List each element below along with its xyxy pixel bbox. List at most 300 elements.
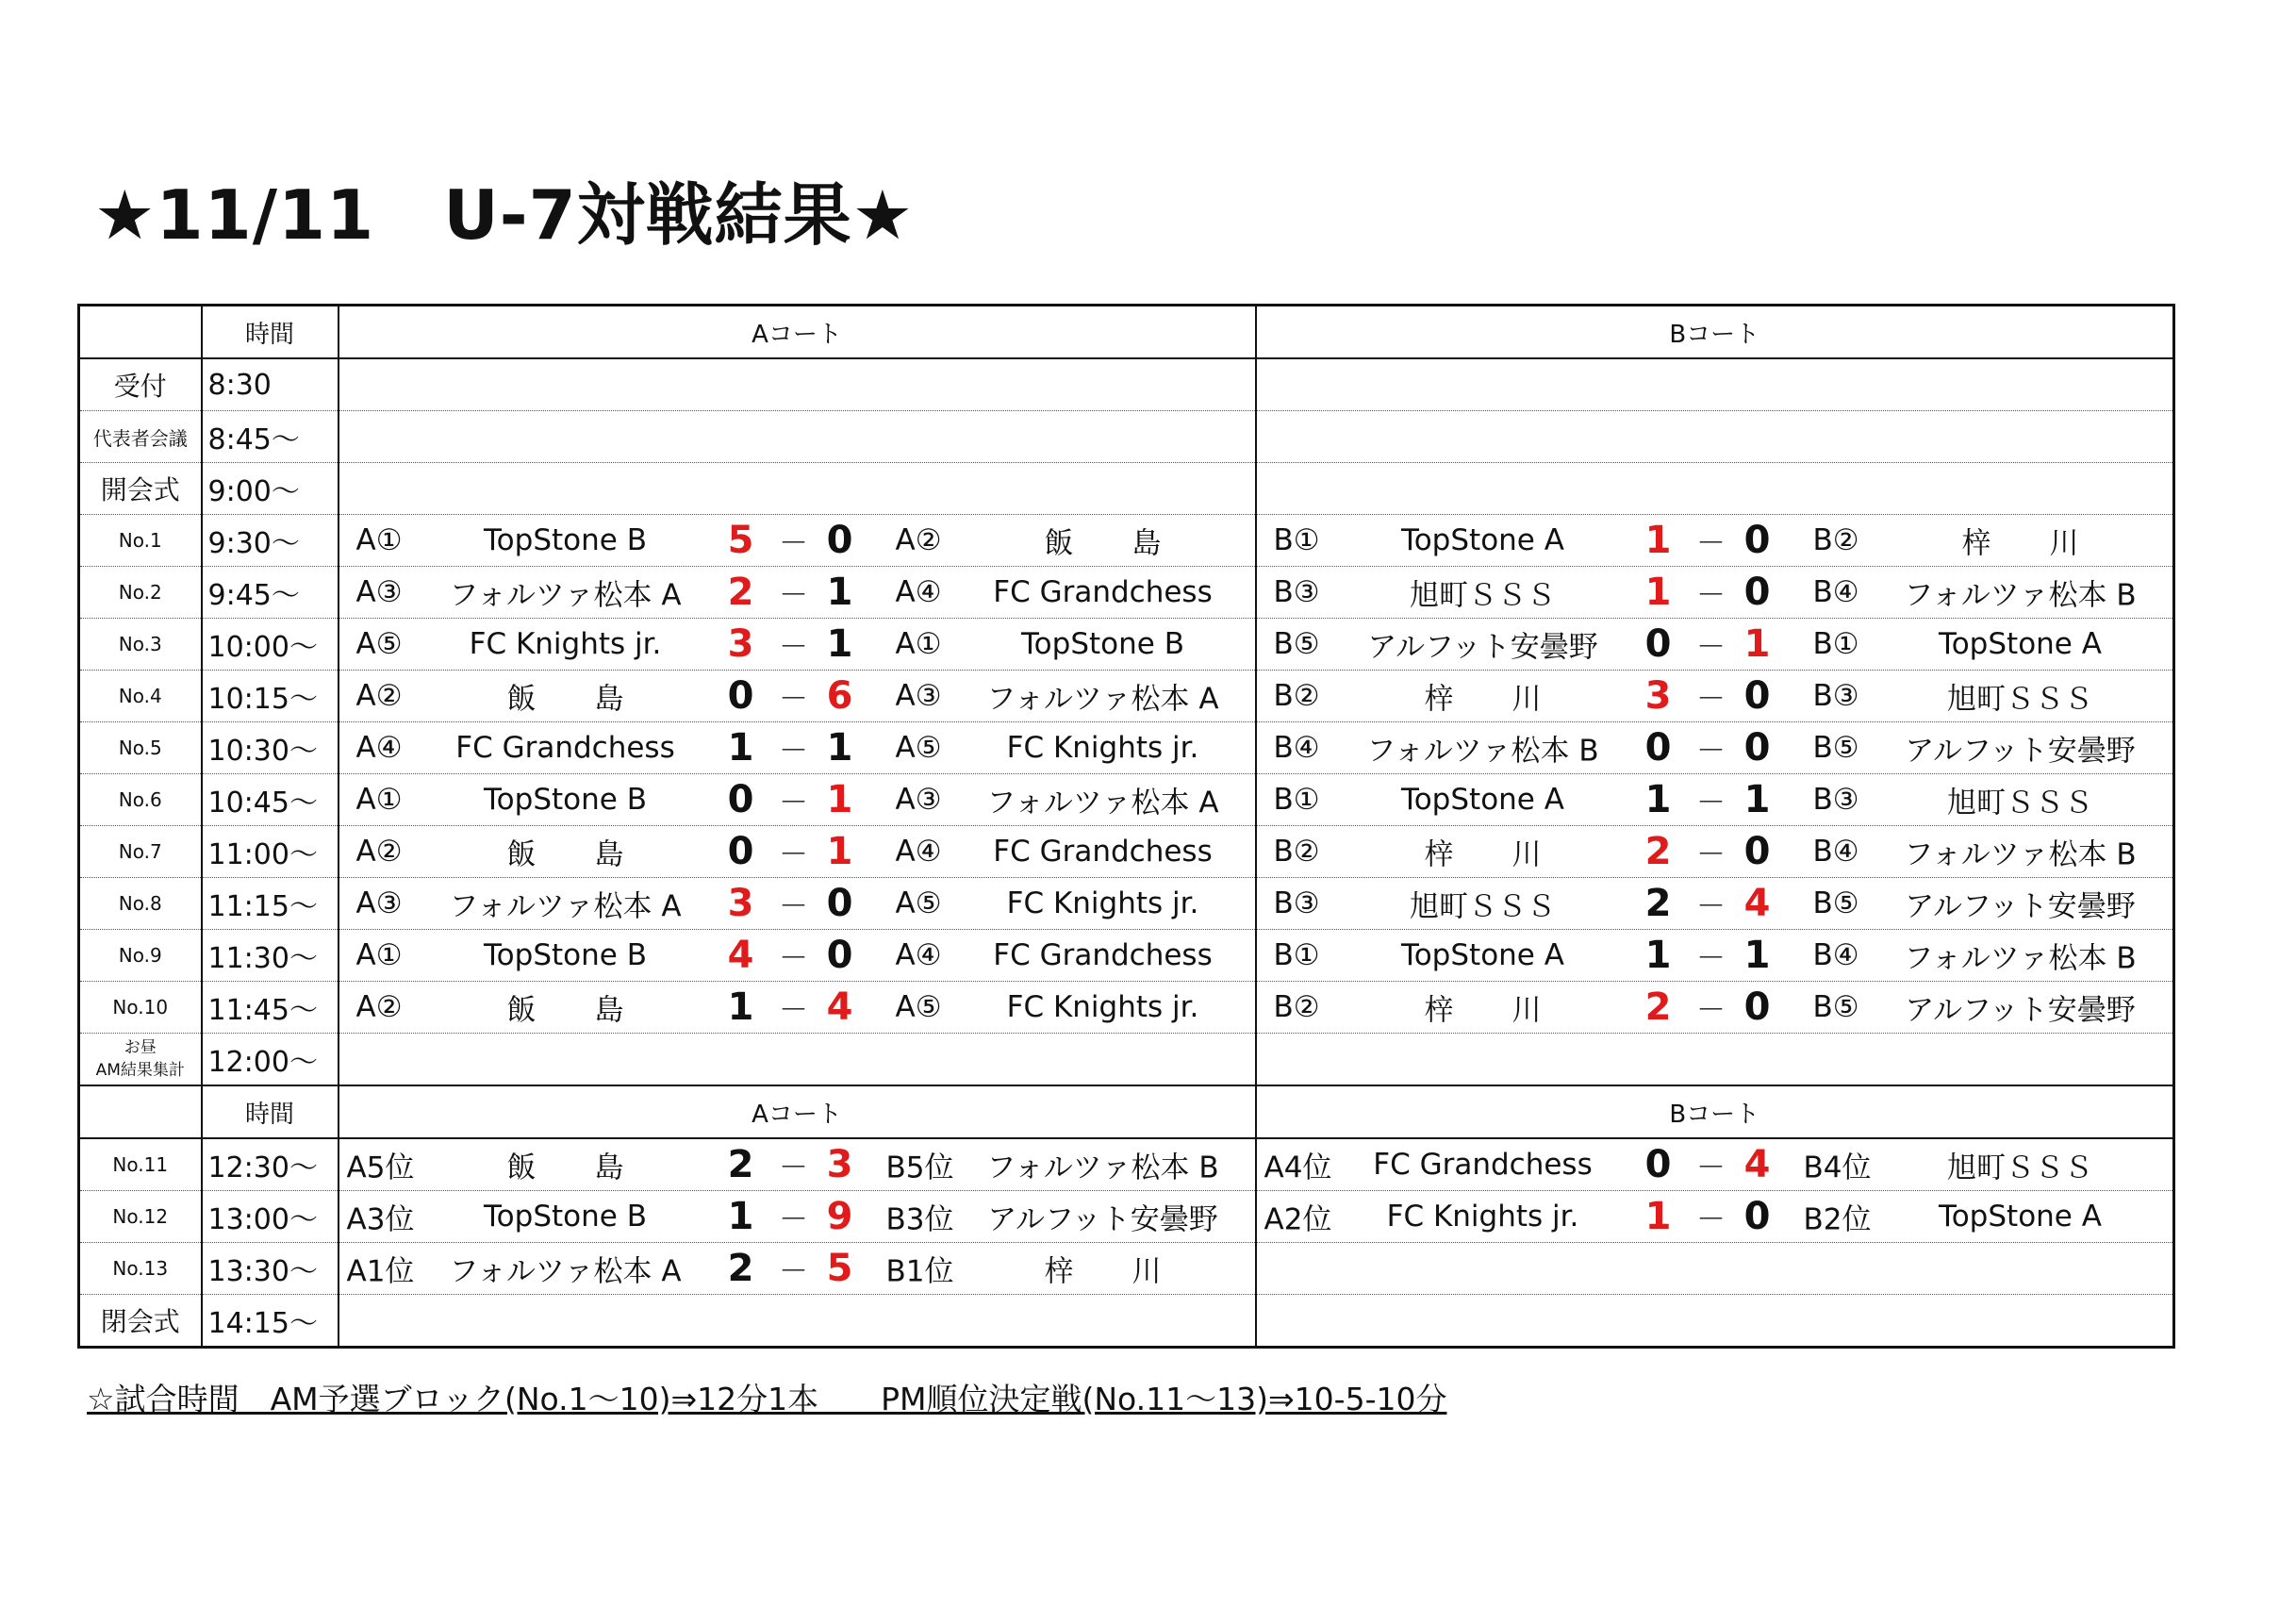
header-row — [79, 306, 2174, 359]
match-time: 10:45～ — [202, 774, 339, 826]
court-a-cell — [339, 878, 1256, 930]
court-b-cell — [1256, 1191, 2174, 1243]
slot-2-label: B1位 — [885, 1254, 954, 1289]
court-b-match — [1257, 930, 2173, 981]
slot-2-label: B④ — [1812, 575, 1859, 609]
team-2-score: 1 — [826, 778, 853, 821]
team-2-name: フォルツァ松本 B — [1904, 578, 2137, 613]
score-dash: － — [779, 941, 808, 976]
team-2-name: FC Knights jr. — [1006, 990, 1199, 1024]
match-row — [79, 1138, 2174, 1191]
team-1-name: TopStone B — [484, 523, 647, 557]
header-time: 時間 — [202, 306, 339, 359]
team-1-score: 0 — [727, 830, 754, 873]
score-dash: － — [1696, 734, 1726, 769]
court-a-match — [339, 1243, 1255, 1294]
match-number: No.7 — [79, 826, 202, 878]
team-2-score: 0 — [1743, 726, 1771, 770]
team-1-name: 飯 島 — [506, 1151, 624, 1185]
slot-1-label: A② — [355, 835, 403, 869]
team-2-score: 0 — [826, 934, 853, 977]
slot-1-label: B③ — [1273, 886, 1320, 920]
match-time: 11:00～ — [202, 826, 339, 878]
court-a-cell — [339, 1295, 1256, 1348]
team-2-score: 3 — [826, 1143, 853, 1186]
team-2-score: 0 — [1743, 985, 1771, 1029]
court-b-cell — [1256, 930, 2174, 982]
header-court-b: Bコート — [1256, 306, 2174, 359]
match-number: No.13 — [79, 1243, 202, 1295]
match-number: No.3 — [79, 619, 202, 671]
team-2-score: 0 — [1743, 519, 1771, 562]
slot-1-label: B① — [1273, 523, 1320, 557]
team-1-score: 0 — [1644, 1143, 1672, 1186]
slot-1-label: A① — [355, 783, 403, 817]
row-label: 受付 — [79, 358, 202, 411]
match-number: No.6 — [79, 774, 202, 826]
slot-2-label: A③ — [895, 783, 942, 817]
court-b-cell — [1256, 1138, 2174, 1191]
team-1-score: 1 — [1644, 519, 1672, 562]
score-dash: － — [779, 889, 808, 924]
team-1-name: TopStone A — [1401, 938, 1564, 972]
lunch-row — [79, 1034, 2174, 1086]
match-time: 13:30～ — [202, 1243, 339, 1295]
score-dash: － — [1696, 526, 1726, 561]
team-1-score: 1 — [1644, 571, 1672, 614]
score-dash: － — [1696, 1151, 1726, 1185]
team-2-name: FC Grandchess — [993, 575, 1213, 609]
court-a-match — [339, 930, 1255, 981]
team-2-score: 1 — [826, 726, 853, 770]
team-1-name: 梓 川 — [1424, 837, 1542, 872]
court-b-cell — [1256, 1243, 2174, 1295]
court-a-cell — [339, 722, 1256, 774]
row-label: 開会式 — [79, 463, 202, 515]
team-1-score: 0 — [1644, 726, 1672, 770]
team-1-name: 飯 島 — [506, 682, 624, 717]
team-1-score: 3 — [727, 622, 754, 666]
court-a-cell — [339, 671, 1256, 722]
team-1-name: FC Grandchess — [1373, 1148, 1593, 1182]
closing-row — [79, 1295, 2174, 1348]
match-time: 10:15～ — [202, 671, 339, 722]
team-2-name: 旭町ＳＳＳ — [1947, 1151, 2093, 1185]
match-row — [79, 567, 2174, 619]
slot-2-label: A② — [895, 523, 942, 557]
court-b-cell — [1256, 619, 2174, 671]
header-row-pm — [79, 1085, 2174, 1138]
score-dash: － — [1696, 993, 1726, 1028]
court-a-cell — [339, 411, 1256, 463]
team-1-score: 1 — [1644, 1195, 1672, 1238]
court-b-cell — [1256, 826, 2174, 878]
slot-1-label: B① — [1273, 783, 1320, 817]
court-a-cell — [339, 930, 1256, 982]
pre-row — [79, 411, 2174, 463]
slot-1-label: A① — [355, 523, 403, 557]
match-row — [79, 982, 2174, 1034]
slot-2-label: B② — [1812, 523, 1859, 557]
score-dash: － — [1696, 578, 1726, 613]
court-b-match — [1257, 722, 2173, 773]
court-b-cell — [1256, 1034, 2174, 1086]
row-time: 9:00～ — [202, 463, 339, 515]
score-dash: － — [779, 1254, 808, 1289]
team-2-name: フォルツァ松本 A — [986, 786, 1219, 820]
team-1-score: 2 — [727, 1247, 754, 1290]
score-dash: － — [1696, 941, 1726, 976]
slot-1-label: A4位 — [1264, 1151, 1332, 1185]
match-time: 13:00～ — [202, 1191, 339, 1243]
team-1-name: 梓 川 — [1424, 993, 1542, 1028]
court-a-cell — [339, 463, 1256, 515]
court-b-cell — [1256, 463, 2174, 515]
score-dash: － — [1696, 786, 1726, 820]
row-label: 代表者会議 — [79, 411, 202, 463]
lunch-label-line1: お昼 — [124, 1038, 157, 1057]
team-1-name: フォルツァ松本 A — [449, 1254, 682, 1289]
slot-2-label: B5位 — [885, 1151, 954, 1185]
match-number: No.8 — [79, 878, 202, 930]
court-a-match — [339, 826, 1255, 877]
score-dash: － — [1696, 889, 1726, 924]
team-2-score: 1 — [826, 622, 853, 666]
court-a-match — [339, 515, 1255, 566]
court-b-cell — [1256, 567, 2174, 619]
match-duration-note: ☆試合時間 AM予選ブロック(No.1～10)⇒12分1本 PM順位決定戦(No.11～13)⇒10-5-10分 — [87, 1381, 1447, 1417]
team-1-name: TopStone B — [484, 783, 647, 817]
slot-2-label: B2位 — [1803, 1202, 1872, 1237]
header-court-b: Bコート — [1256, 1085, 2174, 1138]
team-2-name: アルフット安曇野 — [987, 1202, 1218, 1237]
team-1-name: 飯 島 — [506, 993, 624, 1028]
slot-2-label: A⑤ — [895, 886, 942, 920]
court-b-match — [1257, 1191, 2173, 1242]
score-dash: － — [779, 630, 808, 665]
court-a-cell — [339, 1243, 1256, 1295]
slot-1-label: A② — [355, 679, 403, 713]
team-2-score: 6 — [826, 674, 853, 718]
score-dash: － — [779, 1151, 808, 1185]
score-dash: － — [779, 734, 808, 769]
team-2-score: 9 — [826, 1195, 853, 1238]
row-label: 閉会式 — [79, 1295, 202, 1348]
team-2-name: 梓 川 — [1044, 1254, 1162, 1289]
team-1-score: 3 — [1644, 674, 1672, 718]
slot-1-label: B④ — [1273, 731, 1320, 765]
team-1-score: 1 — [1644, 778, 1672, 821]
team-1-score: 2 — [1644, 830, 1672, 873]
team-2-name: FC Grandchess — [993, 835, 1213, 869]
court-a-cell — [339, 619, 1256, 671]
match-number: No.11 — [79, 1138, 202, 1191]
court-b-match — [1257, 515, 2173, 566]
slot-1-label: A⑤ — [355, 627, 403, 661]
row-time: 14:15～ — [202, 1295, 339, 1348]
slot-2-label: B⑤ — [1812, 990, 1859, 1024]
court-b-cell — [1256, 515, 2174, 567]
match-time: 11:15～ — [202, 878, 339, 930]
court-a-cell — [339, 774, 1256, 826]
slot-2-label: B④ — [1812, 938, 1859, 972]
team-1-name: 梓 川 — [1424, 682, 1542, 717]
match-number: No.2 — [79, 567, 202, 619]
slot-1-label: A3位 — [346, 1202, 415, 1237]
team-2-score: 1 — [826, 830, 853, 873]
court-b-match — [1257, 878, 2173, 929]
court-a-match — [339, 982, 1255, 1033]
slot-1-label: B② — [1273, 679, 1320, 713]
match-time: 12:30～ — [202, 1138, 339, 1191]
court-a-match — [339, 671, 1255, 721]
slot-2-label: B① — [1812, 627, 1859, 661]
team-2-name: FC Knights jr. — [1006, 886, 1199, 920]
match-number: No.9 — [79, 930, 202, 982]
match-time: 10:30～ — [202, 722, 339, 774]
match-row — [79, 671, 2174, 722]
match-row — [79, 826, 2174, 878]
team-2-name: アルフット安曇野 — [1905, 889, 2136, 924]
slot-1-label: B⑤ — [1273, 627, 1320, 661]
team-2-name: FC Knights jr. — [1006, 731, 1199, 765]
lunch-time: 12:00～ — [202, 1034, 339, 1086]
court-a-match — [339, 774, 1255, 825]
team-1-score: 2 — [1644, 882, 1672, 925]
match-number: No.5 — [79, 722, 202, 774]
match-number: No.12 — [79, 1191, 202, 1243]
team-1-name: 旭町ＳＳＳ — [1410, 578, 1556, 613]
score-dash: － — [779, 578, 808, 613]
court-a-match — [339, 1139, 1255, 1190]
team-1-name: TopStone B — [484, 938, 647, 972]
court-a-cell — [339, 567, 1256, 619]
slot-2-label: A⑤ — [895, 990, 942, 1024]
score-dash: － — [779, 526, 808, 561]
slot-2-label: A④ — [895, 938, 942, 972]
team-1-name: 旭町ＳＳＳ — [1410, 889, 1556, 924]
team-2-score: 0 — [1743, 830, 1771, 873]
slot-2-label: A③ — [895, 679, 942, 713]
match-row — [79, 930, 2174, 982]
team-1-name: TopStone A — [1401, 523, 1564, 557]
team-1-score: 2 — [727, 571, 754, 614]
team-1-score: 4 — [727, 934, 754, 977]
score-dash: － — [779, 682, 808, 717]
slot-1-label: B② — [1273, 835, 1320, 869]
team-2-score: 0 — [826, 519, 853, 562]
court-a-cell — [339, 515, 1256, 567]
team-2-name: フォルツァ松本 A — [986, 682, 1219, 717]
team-1-score: 0 — [1644, 622, 1672, 666]
team-2-name: アルフット安曇野 — [1905, 734, 2136, 769]
row-time: 8:30 — [202, 358, 339, 411]
match-time: 9:45～ — [202, 567, 339, 619]
court-a-cell — [339, 1191, 1256, 1243]
slot-1-label: A③ — [355, 575, 403, 609]
team-1-name: 飯 島 — [506, 837, 624, 872]
court-a-match — [339, 878, 1255, 929]
team-1-score: 1 — [1644, 934, 1672, 977]
team-1-score: 2 — [727, 1143, 754, 1186]
slot-1-label: B① — [1273, 938, 1320, 972]
court-a-match — [339, 722, 1255, 773]
court-a-cell — [339, 1034, 1256, 1086]
court-b-match — [1257, 619, 2173, 670]
team-2-name: 梓 川 — [1961, 526, 2079, 561]
score-dash: － — [779, 786, 808, 820]
lunch-label — [79, 1034, 202, 1086]
court-a-match — [339, 619, 1255, 670]
score-dash: － — [779, 993, 808, 1028]
team-2-score: 1 — [826, 571, 853, 614]
slot-2-label: B⑤ — [1812, 886, 1859, 920]
slot-2-label: B③ — [1812, 783, 1859, 817]
row-time: 8:45～ — [202, 411, 339, 463]
team-2-score: 0 — [826, 882, 853, 925]
team-2-name: TopStone A — [1939, 627, 2102, 661]
court-b-cell — [1256, 671, 2174, 722]
match-time: 10:00～ — [202, 619, 339, 671]
match-row — [79, 774, 2174, 826]
team-1-score: 1 — [727, 985, 754, 1029]
court-b-cell — [1256, 982, 2174, 1034]
court-a-cell — [339, 358, 1256, 411]
team-2-score: 5 — [826, 1247, 853, 1290]
slot-1-label: A③ — [355, 886, 403, 920]
header-court-a: Aコート — [339, 1085, 1256, 1138]
pre-row — [79, 358, 2174, 411]
court-a-match — [339, 1191, 1255, 1242]
slot-2-label: B③ — [1812, 679, 1859, 713]
slot-1-label: B② — [1273, 990, 1320, 1024]
court-b-match — [1257, 982, 2173, 1033]
team-2-score: 4 — [826, 985, 853, 1029]
team-1-score: 1 — [727, 1195, 754, 1238]
team-1-name: フォルツァ松本 A — [449, 578, 682, 613]
slot-2-label: A④ — [895, 575, 942, 609]
team-1-name: FC Knights jr. — [469, 627, 662, 661]
team-2-score: 0 — [1743, 571, 1771, 614]
team-2-score: 0 — [1743, 1195, 1771, 1238]
score-dash: － — [1696, 1202, 1726, 1237]
team-2-score: 1 — [1743, 778, 1771, 821]
court-b-match — [1257, 774, 2173, 825]
team-2-score: 1 — [1743, 934, 1771, 977]
header-blank — [79, 306, 202, 359]
slot-1-label: B③ — [1273, 575, 1320, 609]
slot-1-label: A④ — [355, 731, 403, 765]
team-1-name: フォルツァ松本 A — [449, 889, 682, 924]
team-2-name: 旭町ＳＳＳ — [1947, 786, 2093, 820]
slot-2-label: B⑤ — [1812, 731, 1859, 765]
slot-1-label: A1位 — [346, 1254, 415, 1289]
slot-2-label: A① — [895, 627, 942, 661]
slot-1-label: A5位 — [346, 1151, 415, 1185]
header-court-a: Aコート — [339, 306, 1256, 359]
score-dash: － — [1696, 630, 1726, 665]
team-1-score: 5 — [727, 519, 754, 562]
score-dash: － — [779, 1202, 808, 1237]
score-dash: － — [779, 837, 808, 872]
court-a-match — [339, 567, 1255, 618]
slot-1-label: A① — [355, 938, 403, 972]
court-b-match — [1257, 826, 2173, 877]
court-b-cell — [1256, 878, 2174, 930]
team-1-score: 3 — [727, 882, 754, 925]
match-time: 9:30～ — [202, 515, 339, 567]
match-row — [79, 619, 2174, 671]
pre-row — [79, 463, 2174, 515]
court-b-cell — [1256, 358, 2174, 411]
match-row — [79, 722, 2174, 774]
team-1-score: 1 — [727, 726, 754, 770]
match-number: No.10 — [79, 982, 202, 1034]
court-b-match — [1257, 671, 2173, 721]
team-2-score: 4 — [1743, 882, 1771, 925]
team-2-score: 1 — [1743, 622, 1771, 666]
team-1-name: TopStone B — [484, 1200, 647, 1234]
lunch-label-line2: AM結果集計 — [95, 1061, 185, 1080]
team-1-score: 2 — [1644, 985, 1672, 1029]
slot-2-label: A④ — [895, 835, 942, 869]
header-time: 時間 — [202, 1085, 339, 1138]
schedule-table — [77, 304, 2175, 1349]
court-a-cell — [339, 826, 1256, 878]
schedule-body — [79, 306, 2174, 1348]
team-1-name: フォルツァ松本 B — [1366, 734, 1599, 769]
team-2-score: 0 — [1743, 674, 1771, 718]
header-blank — [79, 1085, 202, 1138]
court-b-cell — [1256, 411, 2174, 463]
slot-2-label: B4位 — [1803, 1151, 1872, 1185]
team-2-name: アルフット安曇野 — [1905, 993, 2136, 1028]
team-2-name: フォルツァ松本 B — [986, 1151, 1219, 1185]
team-2-name: フォルツァ松本 B — [1904, 941, 2137, 976]
match-number: No.1 — [79, 515, 202, 567]
court-b-cell — [1256, 774, 2174, 826]
match-row — [79, 1243, 2174, 1295]
team-2-name: FC Grandchess — [993, 938, 1213, 972]
slot-2-label: B④ — [1812, 835, 1859, 869]
team-2-score: 4 — [1743, 1143, 1771, 1186]
match-number: No.4 — [79, 671, 202, 722]
page-title: ★11/11 U-7対戦結果★ — [94, 175, 915, 255]
score-dash: － — [1696, 682, 1726, 717]
court-b-match — [1257, 567, 2173, 618]
match-time: 11:30～ — [202, 930, 339, 982]
slot-1-label: A2位 — [1264, 1202, 1332, 1237]
court-a-cell — [339, 982, 1256, 1034]
team-2-name: TopStone B — [1021, 627, 1184, 661]
team-2-name: フォルツァ松本 B — [1904, 837, 2137, 872]
team-2-name: TopStone A — [1939, 1200, 2102, 1234]
team-1-score: 0 — [727, 778, 754, 821]
court-b-cell — [1256, 722, 2174, 774]
team-2-name: 旭町ＳＳＳ — [1947, 682, 2093, 717]
court-b-match — [1257, 1139, 2173, 1190]
team-1-name: FC Grandchess — [455, 731, 675, 765]
score-dash: － — [1696, 837, 1726, 872]
match-time: 11:45～ — [202, 982, 339, 1034]
slot-2-label: B3位 — [885, 1202, 954, 1237]
slot-2-label: A⑤ — [895, 731, 942, 765]
slot-1-label: A② — [355, 990, 403, 1024]
court-a-cell — [339, 1138, 1256, 1191]
match-row — [79, 1191, 2174, 1243]
team-1-name: FC Knights jr. — [1386, 1200, 1579, 1234]
team-1-score: 0 — [727, 674, 754, 718]
